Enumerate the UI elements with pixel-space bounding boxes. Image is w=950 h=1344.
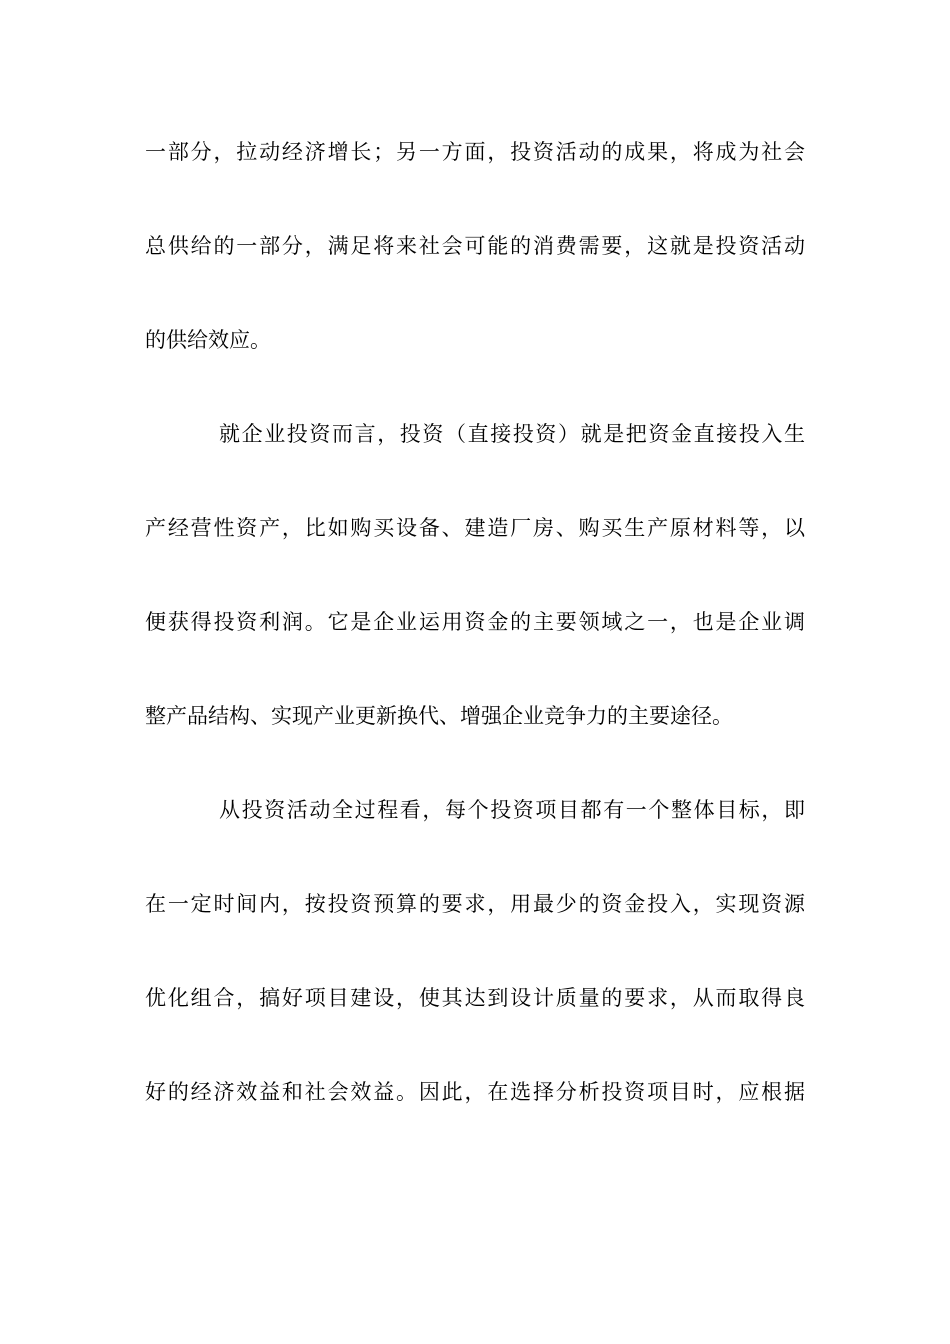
text-line: 就企业投资而言，投资（直接投资）就是把资金直接投入生: [219, 422, 805, 446]
body-text: [145, 126, 805, 1160]
text-line: 在一定时间内，按投资预算的要求，用最少的资金投入，实现资源: [145, 892, 805, 916]
text-line: 好的经济效益和社会效益。因此，在选择分析投资项目时，应根据: [145, 1080, 805, 1104]
text-line: 整产品结构、实现产业更新换代、增强企业竞争力的主要途径。: [145, 704, 733, 728]
text-line: 一部分，拉动经济增长；另一方面，投资活动的成果，将成为社会: [145, 140, 805, 164]
text-line: 的供给效应。: [145, 328, 271, 352]
text-line: 优化组合，搞好项目建设，使其达到设计质量的要求，从而取得良: [145, 986, 805, 1010]
text-line: 从投资活动全过程看，每个投资项目都有一个整体目标，即: [219, 798, 805, 822]
text-line: 产经营性资产，比如购买设备、建造厂房、购买生产原材料等，以: [145, 516, 805, 540]
text-line: 总供给的一部分，满足将来社会可能的消费需要，这就是投资活动: [145, 234, 805, 258]
text-line: 便获得投资利润。它是企业运用资金的主要领域之一，也是企业调: [145, 610, 805, 634]
